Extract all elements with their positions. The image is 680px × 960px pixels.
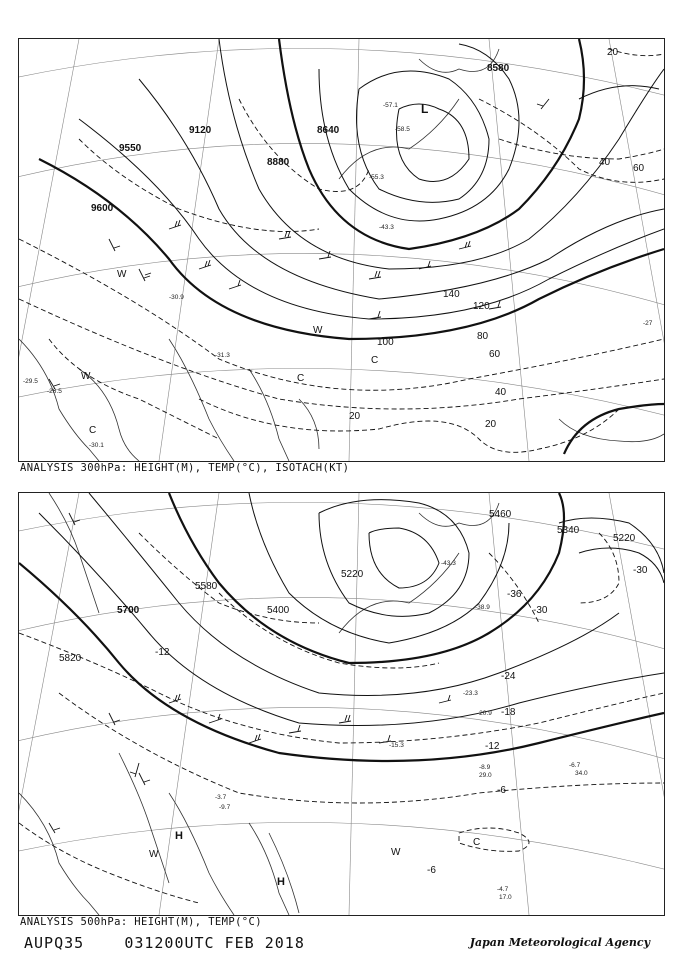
graticule: [19, 39, 664, 461]
isotach-label: 80: [477, 331, 489, 342]
obs-temp: -3.7: [215, 794, 227, 801]
cold-center-mark: C: [89, 425, 97, 436]
height-label: 8580: [487, 63, 510, 74]
obs-temp: -31.3: [215, 352, 230, 359]
height-label: 5220: [341, 569, 364, 580]
chart-code: AUPQ35: [24, 934, 85, 952]
obs-temp: -29.5: [23, 378, 38, 385]
obs-temp: 34.0: [575, 770, 588, 777]
obs-temp: -9.7: [219, 804, 231, 811]
panel-300-caption: ANALYSIS 300hPa: HEIGHT(M), TEMP(°C), ISOTACH(KT): [20, 462, 350, 474]
obs-temp: -4.7: [497, 886, 509, 893]
isotherm-label: -18: [501, 707, 516, 718]
map-panel-300hpa: [18, 38, 665, 462]
isotherm-label: -36: [507, 589, 522, 600]
warm-center-mark: W: [117, 269, 127, 280]
isotach-label: 60: [489, 349, 501, 360]
isotach-label: 40: [599, 157, 611, 168]
height-label: 8880: [267, 157, 290, 168]
obs-temp: -27: [643, 320, 653, 327]
low-center-mark: L: [421, 102, 429, 116]
height-labels: [59, 509, 636, 664]
cold-center-mark: C: [473, 837, 481, 848]
height-label: 5700: [117, 605, 140, 616]
graticule: [19, 493, 664, 915]
height-label: 5820: [59, 653, 82, 664]
isotherm-label: -30: [633, 565, 648, 576]
warm-center-mark: W: [149, 849, 159, 860]
temperature-labels: [155, 565, 648, 876]
height-label: 5460: [489, 509, 512, 520]
obs-temp: -23.3: [463, 690, 478, 697]
height-label: 5400: [267, 605, 290, 616]
high-center-mark: H: [277, 876, 285, 888]
obs-temp: -55.3: [369, 174, 384, 181]
isotach-label: 20: [485, 419, 497, 430]
obs-temp: -28.5: [47, 388, 62, 395]
height-label: 5580: [195, 581, 218, 592]
isotherm-label: -12: [485, 741, 500, 752]
isotherm-label: -6: [497, 785, 506, 796]
coastline: [19, 493, 499, 915]
isotherm-label: -6: [427, 865, 436, 876]
height-contours: [39, 39, 664, 454]
high-center-mark: H: [175, 830, 183, 842]
height-label: 9550: [119, 143, 142, 154]
obs-temp: -6.7: [569, 762, 581, 769]
isotach-label: 60: [633, 163, 645, 174]
agency-credit: Japan Meteorological Agency: [469, 936, 650, 949]
warm-center-mark: W: [81, 371, 91, 382]
height-label: 5220: [613, 533, 636, 544]
obs-temp: -58.5: [395, 126, 410, 133]
height-label: 5340: [557, 525, 580, 536]
obs-temp: -43.3: [379, 224, 394, 231]
isotach-contours: [19, 49, 664, 452]
height-label: 8640: [317, 125, 340, 136]
warm-center-mark: W: [313, 325, 323, 336]
chart-datetime: 031200UTC FEB 2018: [124, 934, 305, 952]
warm-center-mark: W: [391, 847, 401, 858]
isotach-label: 140: [443, 289, 460, 300]
height-label: 9600: [91, 203, 114, 214]
chart-code-footer: [24, 934, 305, 952]
isotach-label: 120: [473, 301, 490, 312]
map-500hpa-svg: [19, 493, 664, 915]
height-labels: [91, 63, 510, 214]
isotach-label: 20: [607, 47, 619, 58]
cold-center-mark: C: [297, 373, 305, 384]
isotherm-label: -24: [501, 671, 516, 682]
isotherm-label: -30: [533, 605, 548, 616]
map-300hpa-svg: [19, 39, 664, 461]
obs-temp: -8.9: [479, 764, 491, 771]
obs-temp: -43.3: [441, 560, 456, 567]
obs-temp: -15.3: [389, 742, 404, 749]
wind-barbs: [49, 513, 451, 833]
obs-temp: -20.9: [477, 710, 492, 717]
obs-temp: 29.0: [479, 772, 492, 779]
obs-temp: 17.0: [499, 894, 512, 901]
obs-temp: -38.9: [475, 604, 490, 611]
panel-500-caption: ANALYSIS 500hPa: HEIGHT(M), TEMP(°C): [20, 916, 262, 928]
isotach-label: 20: [349, 411, 361, 422]
center-marks: [149, 830, 480, 888]
coastline: [19, 49, 664, 461]
obs-temp: -30.1: [89, 442, 104, 449]
isotach-label: 40: [495, 387, 507, 398]
isotherm-label: -12: [155, 647, 170, 658]
cold-center-mark: C: [371, 355, 379, 366]
map-panel-500hpa: [18, 492, 665, 916]
obs-temp: -30.9: [169, 294, 184, 301]
obs-temp: -57.1: [383, 102, 398, 109]
isotach-label: 100: [377, 337, 394, 348]
height-label: 9120: [189, 125, 212, 136]
